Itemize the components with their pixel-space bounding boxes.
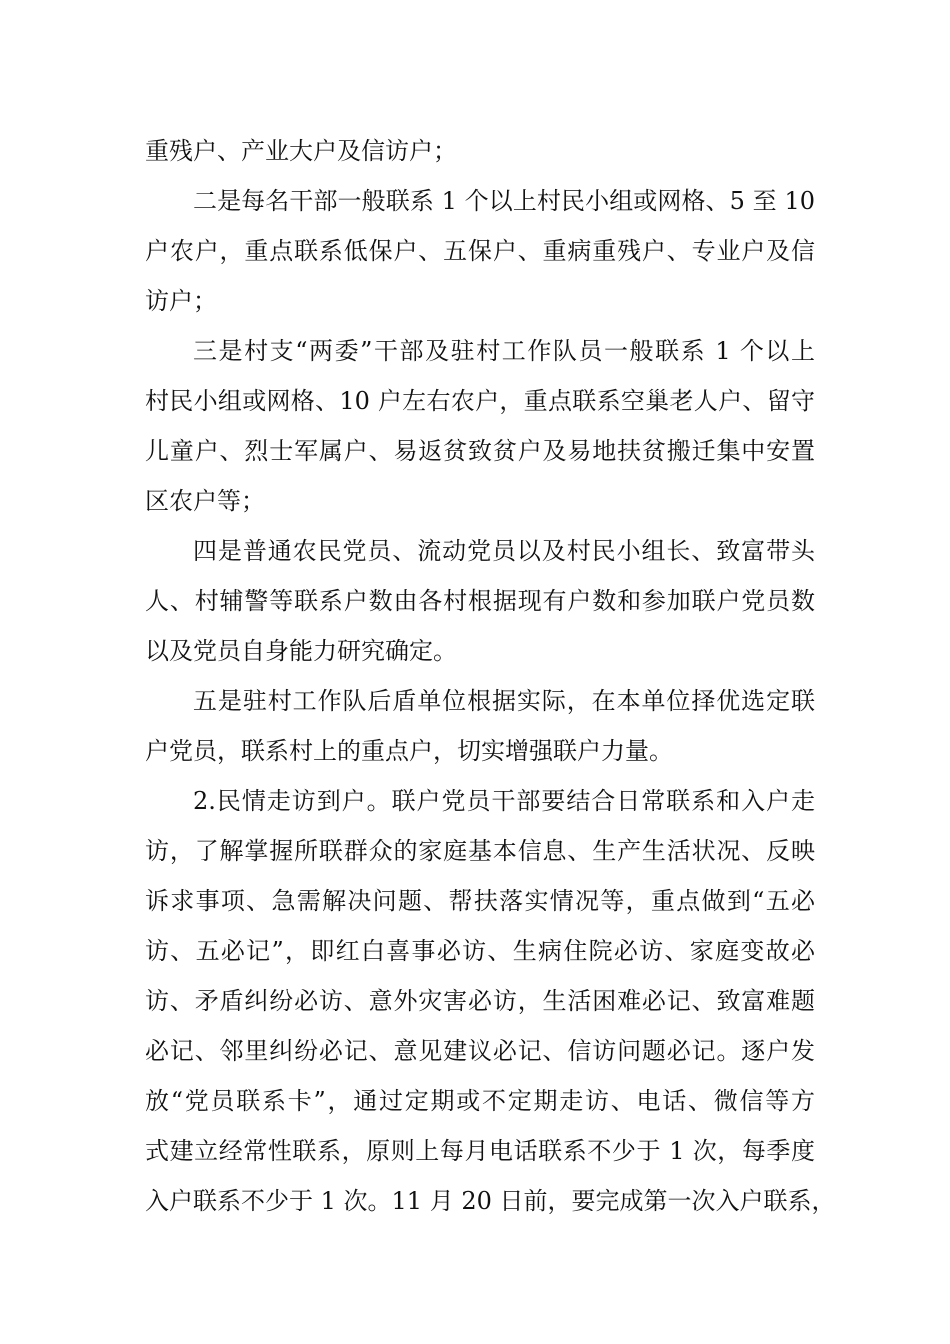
- text-line: 户农户，重点联系低保户、五保户、重病重残户、专业户及信: [145, 237, 815, 265]
- text-line: 诉求事项、急需解决问题、帮扶落实情况等，重点做到“五必: [145, 887, 815, 915]
- text-line: 村民小组或网格、10 户左右农户，重点联系空巢老人户、留守: [145, 387, 815, 415]
- text-line: 2.民情走访到户。联户党员干部要结合日常联系和入户走: [193, 787, 815, 815]
- text-line: 四是普通农民党员、流动党员以及村民小组长、致富带头: [193, 537, 815, 565]
- text-line: 五是驻村工作队后盾单位根据实际，在本单位择优选定联: [193, 687, 815, 715]
- text-line: 入户联系不少于 1 次。11 月 20 日前，要完成第一次入户联系，: [145, 1187, 836, 1215]
- text-line: 访、矛盾纠纷必访、意外灾害必访，生活困难必记、致富难题: [145, 987, 815, 1015]
- text-line: 访，了解掌握所联群众的家庭基本信息、生产生活状况、反映: [145, 837, 815, 865]
- text-line: 人、村辅警等联系户数由各村根据现有户数和参加联户党员数: [145, 587, 815, 615]
- text-line: 儿童户、烈士军属户、易返贫致贫户及易地扶贫搬迁集中安置: [145, 437, 815, 465]
- text-line: 式建立经常性联系，原则上每月电话联系不少于 1 次，每季度: [145, 1137, 815, 1165]
- text-line: 必记、邻里纠纷必记、意见建议必记、信访问题必记。逐户发: [145, 1037, 815, 1065]
- text-line: 区农户等；: [145, 487, 265, 515]
- text-line: 访户；: [145, 287, 217, 315]
- text-line: 放“党员联系卡”，通过定期或不定期走访、电话、微信等方: [145, 1087, 815, 1115]
- text-line: 户党员，联系村上的重点户，切实增强联户力量。: [145, 737, 673, 765]
- text-line: 三是村支“两委”干部及驻村工作队员一般联系 1 个以上: [193, 337, 815, 365]
- text-line: 二是每名干部一般联系 1 个以上村民小组或网格、5 至 10: [193, 187, 815, 215]
- text-line: 重残户、产业大户及信访户；: [145, 137, 457, 165]
- text-line: 访、五必记”，即红白喜事必访、生病住院必访、家庭变故必: [145, 937, 815, 965]
- text-line: 以及党员自身能力研究确定。: [145, 637, 457, 665]
